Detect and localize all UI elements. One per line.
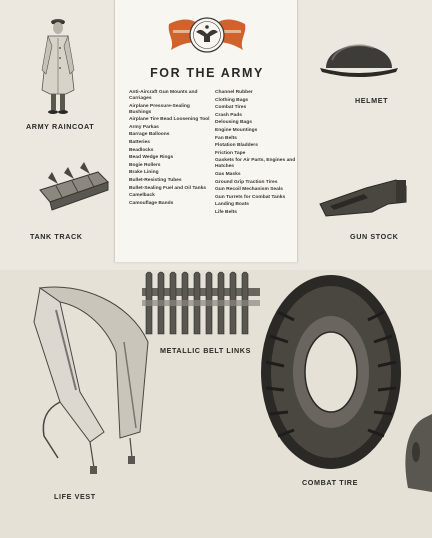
metallic-belt-links-caption: METALLIC BELT LINKS (160, 346, 251, 355)
list-item: Gun Turrets for Combat Tanks (215, 194, 286, 200)
list-item: Camelback (129, 193, 155, 199)
list-item: Crash Pads (215, 112, 242, 118)
combat-tire-icon (258, 272, 404, 472)
list-item: Combat Tires (215, 105, 247, 111)
list-item: Brake Lining (129, 170, 159, 176)
tank-track-caption: TANK TRACK (30, 232, 83, 241)
list-item: Friction Tape (215, 150, 246, 156)
list-item: Beadlocks (129, 147, 154, 153)
right-item-column (215, 90, 299, 218)
list-item: Bead Wedge Rings (129, 155, 174, 161)
list-item: Airplane Tire Bead Loosening Tool (129, 117, 210, 123)
list-item: Gun Recoil Mechanism Seals (215, 187, 283, 193)
eagle-seal-icon (165, 10, 249, 60)
tank-track-icon (36, 160, 112, 218)
list-item: Life Belts (215, 209, 238, 215)
list-item: Clothing Bags (215, 97, 249, 103)
list-item: Channel Rubber (215, 90, 253, 95)
helmet-caption: HELMET (355, 96, 389, 105)
list-item: Fan Belts (215, 135, 238, 141)
left-item-column (129, 90, 213, 208)
list-item: Flotation Bladders (215, 143, 258, 149)
helmet-icon (318, 24, 400, 86)
life-vest-icon (20, 282, 160, 478)
list-item: Airplane Pressure-Sealing Bushings (129, 103, 190, 115)
list-item: Bullet-Sealing Fuel and Oil Tanks (129, 185, 207, 191)
gun-stock-icon (316, 176, 410, 220)
list-item: Landing Boats (215, 202, 249, 208)
list-item: Army Parkas (129, 124, 159, 130)
life-vest-caption: LIFE VEST (54, 492, 96, 501)
combat-tire-caption: COMBAT TIRE (302, 478, 358, 487)
gun-stock-caption: GUN STOCK (350, 232, 399, 241)
raincoat-soldier-icon (28, 12, 88, 120)
army-products-panel (114, 0, 298, 262)
panel-title: FOR THE ARMY (150, 66, 264, 80)
list-item: Bogie Rollers (129, 162, 161, 168)
list-item: Anti-Aircraft Gun Mounts and Carriages (129, 90, 198, 101)
list-item: Gas Masks (215, 171, 241, 177)
list-item: Bullet-Resisting Tubes (129, 177, 182, 183)
list-item: Ground Grip Traction Tires (215, 179, 278, 185)
list-item: Gaskets for Air Parts, Engines and Hatches (215, 158, 296, 170)
partial-rubber-item-icon (400, 408, 432, 498)
list-item: Barrage Balloons (129, 132, 170, 138)
list-item: Camouflage Bands (129, 200, 174, 206)
list-item: Delousing Bags (215, 120, 252, 126)
list-item: Engine Mountings (215, 127, 258, 133)
army-raincoat-caption: ARMY RAINCOAT (26, 122, 95, 131)
list-item: Batteries (129, 139, 150, 145)
